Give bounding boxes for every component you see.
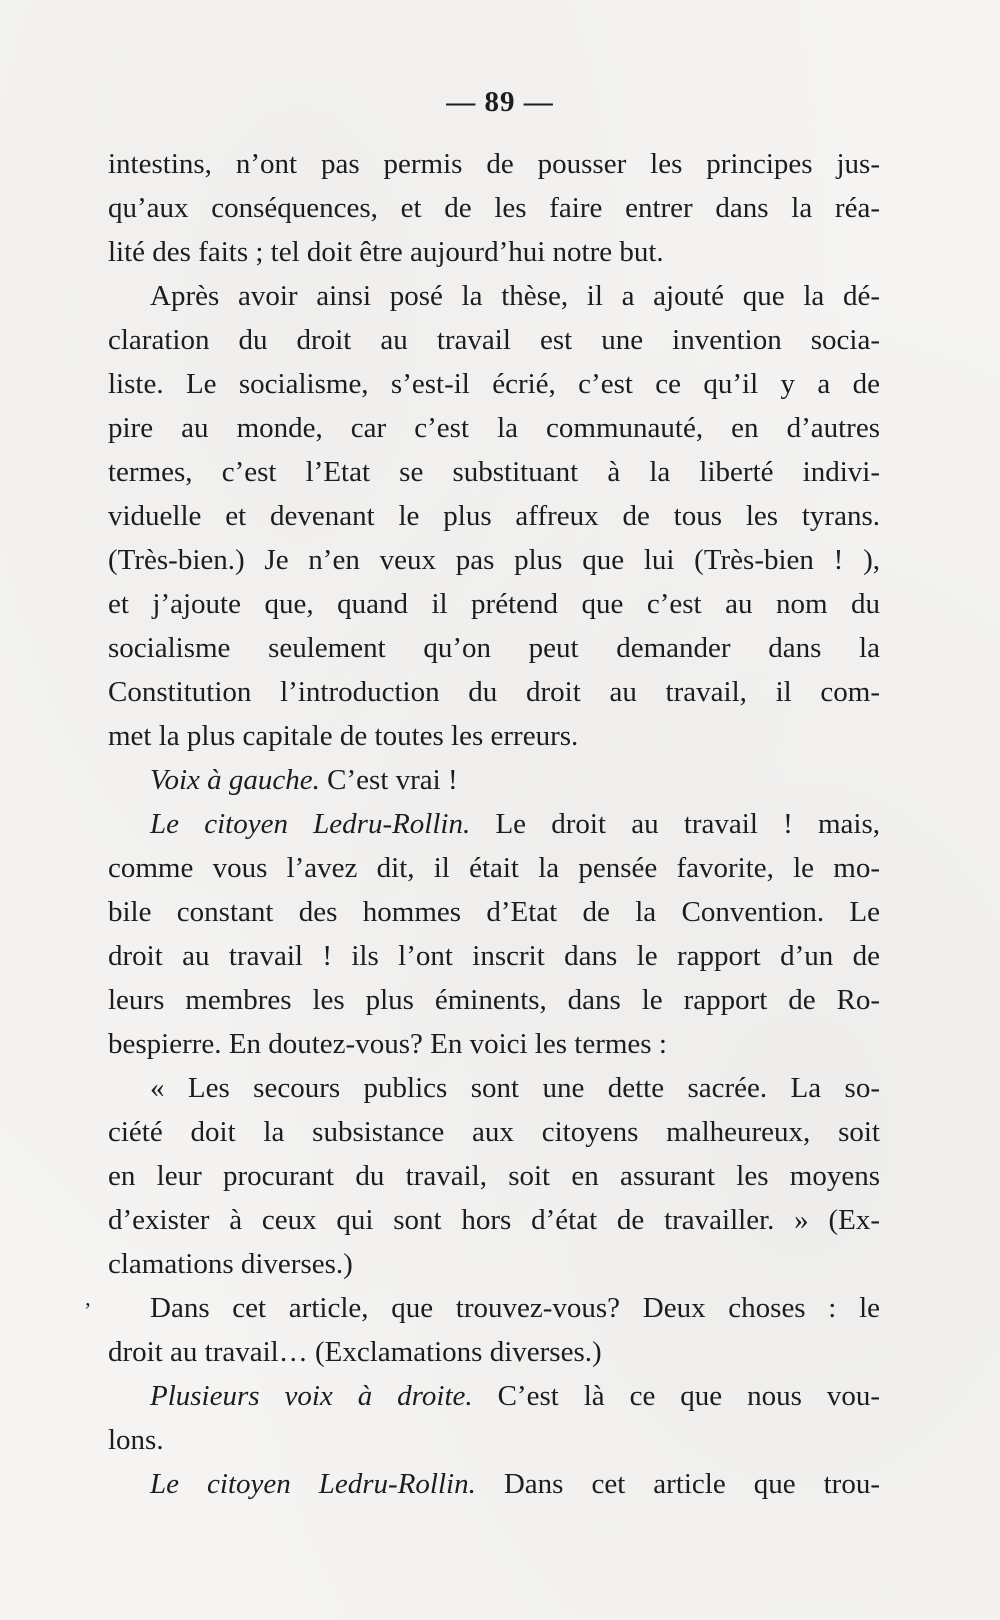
text-line <box>108 318 880 362</box>
body-text <box>108 142 880 1506</box>
text-line <box>108 1022 880 1066</box>
text-line <box>108 494 880 538</box>
line-text: termes, c’est l’Etat se substituant à la liberté indivi- <box>108 456 880 488</box>
text-line <box>108 714 880 758</box>
line-text: Dans cet article que trou- <box>475 1468 880 1500</box>
line-text: en leur procurant du travail, soit en assurant les moyens <box>108 1160 880 1192</box>
text-line <box>108 758 880 802</box>
text-line <box>108 406 880 450</box>
text-line <box>108 538 880 582</box>
line-text: liste. Le socialisme, s’est-il écrié, c’est ce qu’il y a de <box>108 368 880 400</box>
line-text: droit au travail ! ils l’ont inscrit dans le rapport d’un de <box>108 940 880 972</box>
page-number: — 89 — <box>446 86 554 118</box>
text-line <box>108 1462 880 1506</box>
line-text: Constitution l’introduction du droit au travail, il com- <box>108 676 880 708</box>
line-text: bespierre. En doutez-vous? En voici les termes : <box>108 1028 667 1060</box>
line-text: Après avoir ainsi posé la thèse, il a ajouté que la dé- <box>150 280 880 312</box>
line-text: et j’ajoute que, quand il prétend que c’est au nom du <box>108 588 880 620</box>
line-text: socialisme seulement qu’on peut demander dans la <box>108 632 880 664</box>
text-line <box>108 1242 880 1286</box>
line-text: C’est vrai ! <box>319 764 458 796</box>
text-line <box>108 1374 880 1418</box>
line-text: C’est là ce que nous vou- <box>472 1380 880 1412</box>
line-text: droit au travail… (Exclamations diverses.) <box>108 1336 602 1368</box>
text-line <box>108 1286 880 1330</box>
line-text: d’exister à ceux qui sont hors d’état de travailler. » (Ex- <box>108 1204 880 1236</box>
text-line <box>108 934 880 978</box>
margin-mark: ʼ <box>84 1298 92 1323</box>
speaker-name: Le citoyen Ledru-Rollin. <box>150 1468 476 1500</box>
text-line <box>108 582 880 626</box>
text-line <box>108 1330 880 1374</box>
text-line <box>108 142 880 186</box>
speaker-name: Voix à gauche. <box>150 764 320 796</box>
speaker-name: Plusieurs voix à droite. <box>150 1380 473 1412</box>
line-text: claration du droit au travail est une invention socia- <box>108 324 880 356</box>
text-line <box>108 230 880 274</box>
line-text: qu’aux conséquences, et de les faire entrer dans la réa- <box>108 192 880 224</box>
line-text: clamations diverses.) <box>108 1248 353 1280</box>
line-text: « Les secours publics sont une dette sacrée. La so- <box>150 1072 880 1104</box>
text-line <box>108 274 880 318</box>
line-text: met la plus capitale de toutes les erreurs. <box>108 720 579 752</box>
text-line <box>108 362 880 406</box>
line-text: ciété doit la subsistance aux citoyens malheureux, soit <box>108 1116 880 1148</box>
text-line <box>108 1198 880 1242</box>
text-line <box>108 1418 880 1462</box>
line-text: leurs membres les plus éminents, dans le rapport de Ro- <box>108 984 880 1016</box>
line-text: Dans cet article, que trouvez-vous? Deux choses : le <box>150 1292 880 1324</box>
text-line <box>108 186 880 230</box>
line-text: intestins, n’ont pas permis de pousser les principes jus- <box>108 148 880 180</box>
line-text: (Très-bien.) Je n’en veux pas plus que lui (Très-bien ! ), <box>108 544 880 576</box>
line-text: Le droit au travail ! mais, <box>470 808 880 840</box>
text-line <box>108 1154 880 1198</box>
text-line <box>108 978 880 1022</box>
text-line <box>108 1110 880 1154</box>
text-line <box>108 890 880 934</box>
line-text: pire au monde, car c’est la communauté, en d’autres <box>108 412 880 444</box>
line-text: lons. <box>108 1424 164 1456</box>
speaker-name: Le citoyen Ledru-Rollin. <box>150 808 471 840</box>
text-line <box>108 670 880 714</box>
line-text: bile constant des hommes d’Etat de la Convention. Le <box>108 896 880 928</box>
line-text: comme vous l’avez dit, il était la pensée favorite, le mo- <box>108 852 880 884</box>
text-line <box>108 802 880 846</box>
line-text: lité des faits ; tel doit être aujourd’hui notre but. <box>108 236 664 268</box>
line-text: viduelle et devenant le plus affreux de tous les tyrans. <box>108 500 880 532</box>
text-line <box>108 1066 880 1110</box>
text-line <box>108 846 880 890</box>
text-line <box>108 626 880 670</box>
text-line <box>108 450 880 494</box>
